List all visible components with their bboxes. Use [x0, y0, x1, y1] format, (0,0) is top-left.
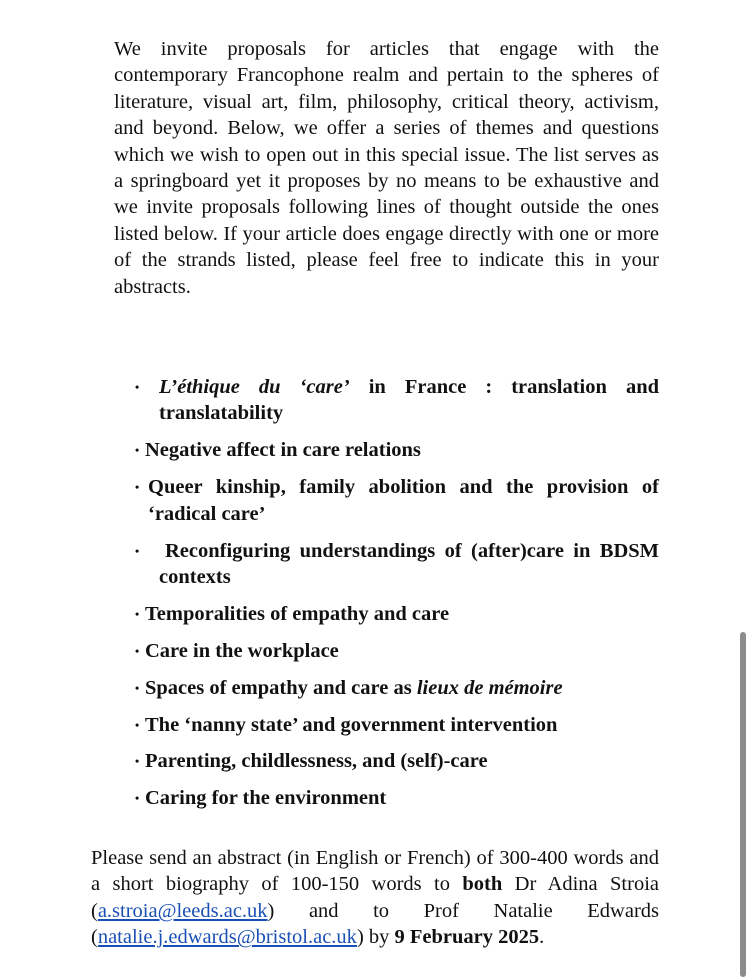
bullet-icon: • [135, 643, 140, 658]
outro-both: both [462, 873, 503, 896]
theme-italic: L’éthique du ‘care’ [159, 376, 350, 398]
bullet-icon: • [135, 791, 140, 806]
bullet-icon: • [135, 443, 140, 458]
theme-text: Care in the workplace [145, 639, 339, 662]
scrollbar-thumb[interactable] [740, 632, 746, 977]
theme-text: in France : translation and translatability [159, 376, 659, 425]
theme-text: Queer kinship, family abolition and the provision of ‘radical care’ [148, 476, 659, 525]
theme-italic: lieux de mémoire [416, 676, 563, 699]
bullet-icon: • [135, 754, 140, 769]
theme-item-workplace [135, 638, 659, 664]
theme-item-queer-kinship [135, 474, 659, 527]
theme-text: Spaces of empathy and care as [145, 676, 417, 699]
theme-item-bdsm [135, 538, 659, 591]
themes-list [135, 374, 659, 822]
theme-text: The ‘nanny state’ and government intervention [145, 713, 558, 736]
outro-text-3: ) and to Prof Natalie Edwards ( [91, 899, 659, 949]
theme-text: Parenting, childlessness, and (self)-care [145, 750, 488, 773]
submission-paragraph [91, 845, 659, 951]
outro-text-1: Please send an abstract (in English or French) of 300-400 words and a short biography of 100-150 words to [91, 847, 659, 896]
theme-text: Reconfiguring understandings of (after)care in BDSM contexts [159, 539, 659, 588]
theme-item-negative-affect [135, 437, 659, 463]
outro-text-2: Dr Adina Stroia ( [91, 873, 659, 922]
bullet-icon: • [135, 717, 140, 732]
outro-text-4: ) by [356, 926, 395, 949]
theme-text: Temporalities of empathy and care [145, 602, 450, 625]
theme-item-nanny-state [135, 712, 659, 738]
theme-item-ethics-of-care [135, 374, 659, 427]
deadline-date: 9 February 2025 [394, 926, 540, 949]
email-link-edwards[interactable]: natalie.j.edwards@bristol.ac.uk [97, 926, 357, 949]
bullet-icon: • [135, 680, 140, 695]
bullet-icon: • [135, 380, 140, 394]
bullet-icon: • [135, 543, 140, 558]
theme-text: Caring for the environment [145, 787, 387, 810]
theme-item-temporalities [135, 601, 659, 627]
bullet-icon: • [135, 480, 140, 495]
theme-text: Negative affect in care relations [145, 439, 421, 462]
intro-paragraph: We invite proposals for articles that engage with the contemporary Francophone realm and pertain to the spheres of literature, visual art, film, philosophy, critical theory, activism, and beyond. Below, we offer a series of themes and questions which we wish to open out in this special issue. The list serves as a springboard yet it proposes by no means to be exhaustive and we invite proposals following lines of thought outside the ones listed below. If your article does engage directly with one or more of the strands listed, please feel free to indicate this in your abstracts. [114, 38, 659, 298]
theme-item-parenting [135, 748, 659, 774]
email-link-stroia[interactable]: a.stroia@leeds.ac.uk [97, 899, 268, 922]
theme-item-environment [135, 785, 659, 811]
theme-item-spaces [135, 675, 659, 701]
outro-text-5: . [539, 926, 545, 949]
bullet-icon: • [135, 606, 140, 621]
